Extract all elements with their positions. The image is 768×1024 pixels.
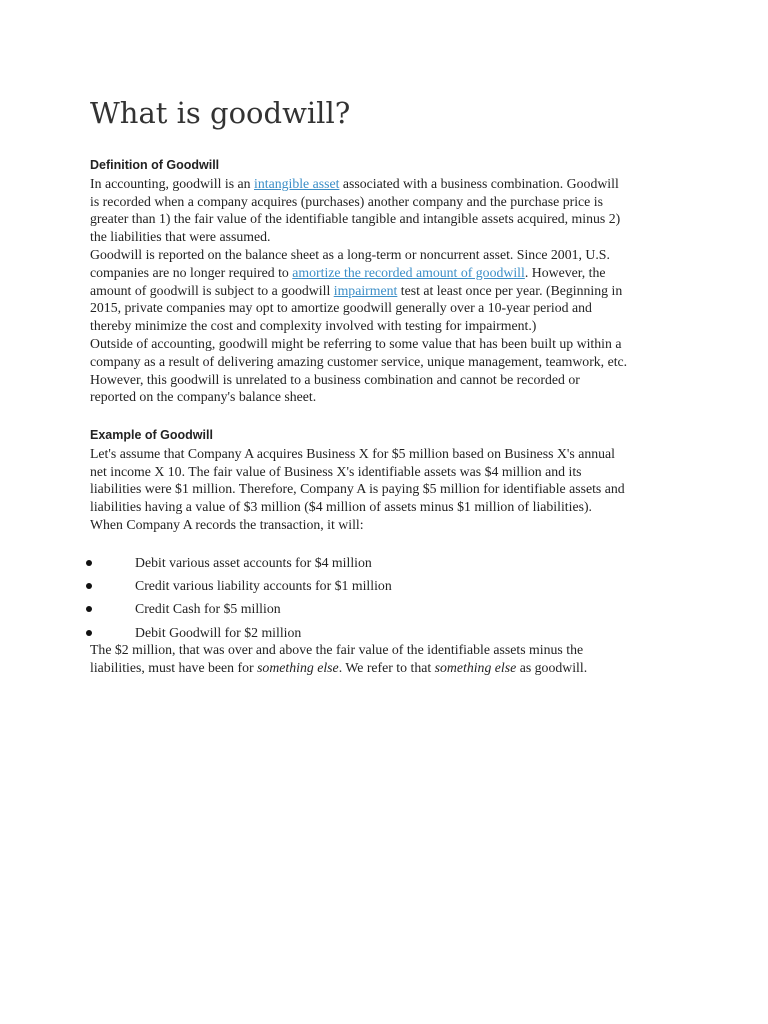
text-span: . We refer to that	[338, 659, 435, 675]
text-span: companies are no longer required to	[90, 264, 293, 280]
bullet-icon	[86, 630, 92, 636]
closing-paragraph	[90, 641, 690, 677]
text-span: associated with a business combination. Goodwill	[339, 175, 619, 191]
list-item-text: Debit various asset accounts for $4 million	[135, 555, 372, 570]
amortize-goodwill-link[interactable]: amortize the recorded amount of goodwill	[292, 264, 525, 280]
list-item-text: Credit Cash for $5 million	[135, 601, 281, 617]
text-line: greater than 1) the fair value of the identifiable tangible and intangible assets acquired, minus 2)	[90, 211, 621, 227]
text-span: test at least once per year. (Beginning in	[397, 282, 623, 298]
text-line	[90, 264, 690, 282]
example-section	[90, 427, 690, 534]
definition-heading: Definition of Goodwill	[90, 158, 220, 172]
text-line: The $2 million, that was over and above the fair value of the identifiable assets minus the	[90, 642, 584, 657]
list-item-text: Credit various liability accounts for $1 million	[135, 578, 392, 594]
text-span: . However, the	[524, 264, 606, 280]
text-line	[90, 175, 690, 193]
list-item	[90, 574, 690, 597]
page-title: What is goodwill?	[90, 96, 351, 130]
intangible-asset-link[interactable]: intangible asset	[254, 175, 340, 191]
text-line	[90, 659, 690, 677]
text-line: Goodwill is reported on the balance sheet as a long-term or noncurrent asset. Since 2001, U.S.	[90, 246, 610, 262]
text-line: company as a result of delivering amazing customer service, unique management, teamwork, etc.	[90, 353, 628, 369]
text-line: liabilities having a value of $3 million ($4 million of assets minus $1 million of liabilities).	[90, 499, 592, 515]
text-line: reported on the company's balance sheet.	[90, 389, 317, 405]
text-line: Let's assume that Company A acquires Business X for $5 million based on Business X's annual	[90, 445, 615, 461]
list-item	[90, 597, 690, 620]
text-line: is recorded when a company acquires (purchases) another company and the purchase price is	[90, 193, 603, 209]
text-line: When Company A records the transaction, it will:	[90, 516, 364, 532]
text-line	[90, 282, 690, 300]
text-span: amount of goodwill is subject to a goodwill	[90, 282, 334, 298]
text-line: thereby minimize the cost and complexity involved with testing for impairment.)	[90, 318, 537, 334]
text-line: net income X 10. The fair value of Business X's identifiable assets was $4 million and its	[90, 463, 582, 479]
impairment-link[interactable]: impairment	[333, 282, 398, 298]
list-item-text: Debit Goodwill for $2 million	[135, 624, 302, 640]
text-span: as goodwill.	[516, 659, 588, 675]
definition-section	[90, 157, 690, 406]
text-line: the liabilities that were assumed.	[90, 229, 271, 245]
bullet-icon	[86, 606, 92, 612]
example-heading: Example of Goodwill	[90, 428, 213, 442]
emphasis-text: something else	[257, 659, 339, 675]
journal-entry-list	[90, 551, 690, 644]
text-line: 2015, private companies may opt to amortize goodwill generally over a 10-year period and	[90, 300, 592, 316]
bullet-icon	[86, 560, 92, 566]
list-item	[90, 551, 690, 574]
bullet-icon	[86, 583, 92, 589]
text-span: In accounting, goodwill is an	[90, 175, 254, 191]
text-line: However, this goodwill is unrelated to a business combination and cannot be recorded or	[90, 371, 580, 387]
text-line: liabilities were $1 million. Therefore, Company A is paying $5 million for identifiable assets and	[90, 481, 625, 497]
text-line: Outside of accounting, goodwill might be referring to some value that has been built up within a	[90, 335, 622, 351]
text-span: liabilities, must have been for	[90, 659, 258, 675]
emphasis-text: something else	[434, 659, 517, 675]
